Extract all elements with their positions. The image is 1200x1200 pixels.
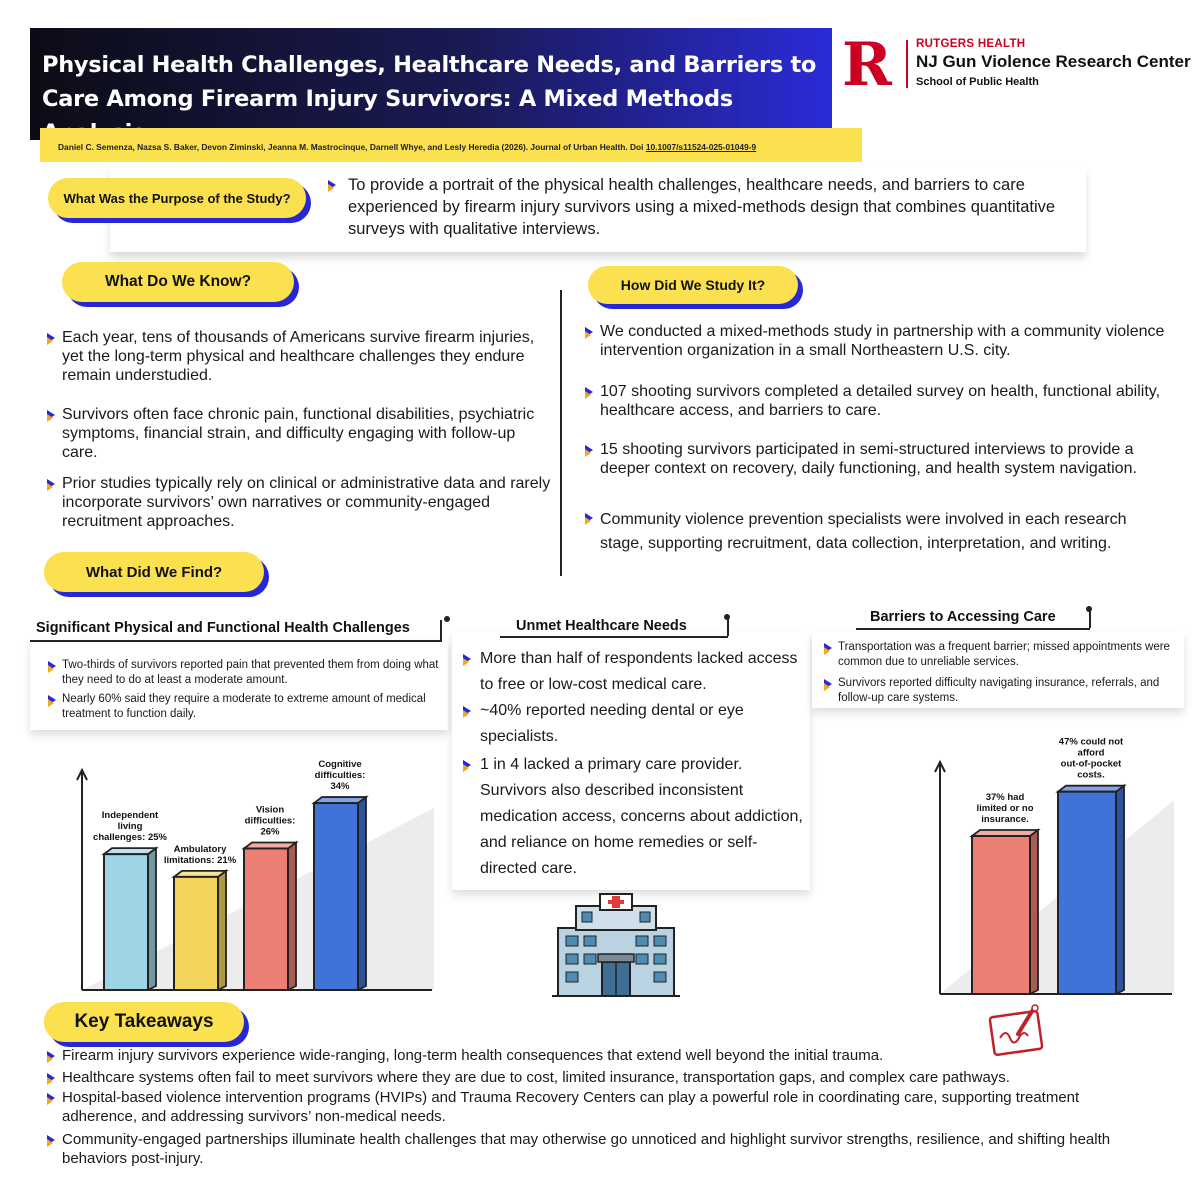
physical-bar-chart (60, 720, 440, 1000)
know-heading: What Do We Know? (62, 262, 294, 302)
bar-label-1: Ambulatory limitations: 21% (163, 843, 237, 866)
bar (314, 803, 358, 990)
barriers-bar-chart (930, 704, 1180, 1000)
bar-label-3: Cognitive difficulties: 34% (314, 759, 366, 793)
rutgers-logo (842, 30, 1191, 100)
hospital-building-icon (548, 892, 684, 1000)
bar-side (1116, 786, 1124, 994)
bullet-arrow-icon (463, 706, 471, 716)
citation-text: Daniel C. Semenza, Nazsa S. Baker, Devon Ziminski, Jeanna M. Mastrocinque, Darnell Whye, and Lesly Heredia (2026). Journal of Urban Health. Doi (58, 142, 646, 152)
purpose-arrow-icon (328, 180, 336, 190)
heading-underline (30, 640, 442, 642)
bar-group (93, 810, 167, 990)
needs-heading: Unmet Healthcare Needs (516, 618, 687, 634)
study-item: 107 shooting survivors completed a detailed survey on health, functional ability, healthcare access, and barriers to care. (600, 382, 1180, 420)
purpose-text (348, 174, 1078, 240)
section-divider (560, 290, 562, 576)
study-heading: How Did We Study It? (588, 266, 798, 304)
takeaways-heading: Key Takeaways (44, 1002, 244, 1042)
bullet-arrow-icon (47, 1135, 55, 1145)
know-item: Survivors often face chronic pain, functional disabilities, psychiatric symptoms, financial strain, and difficulty engaging with follow-up care. (62, 405, 542, 462)
bullet-arrow-icon (47, 333, 55, 343)
barriers-heading: Barriers to Accessing Care (870, 609, 1056, 625)
heading-connector (440, 620, 442, 640)
bullet-arrow-icon (47, 479, 55, 489)
bar-label-2: Vision difficulties: 26% (244, 804, 296, 838)
bullet-arrow-icon (48, 695, 56, 705)
bar (1058, 792, 1116, 994)
takeaway-item: Healthcare systems often fail to meet survivors where they are due to cost, limited insurance, transportation gaps, and complex care pathways. (62, 1068, 1152, 1087)
takeaway-item: Firearm injury survivors experience wide-ranging, long-term health consequences that extend well beyond the initial trauma. (62, 1046, 1152, 1065)
bar-label-1: 47% could not afford out-of-pocket costs. (1058, 736, 1124, 781)
needs-item: More than half of respondents lacked access to free or low-cost medical care. (480, 646, 806, 698)
study-item: 15 shooting survivors participated in semi-structured interviews to provide a deeper context on recovery, daily functioning, and health system navigation. (600, 440, 1180, 478)
study-item: Community violence prevention specialists were involved in each research stage, supporting recruitment, data collection, interpretation, and writing. (600, 508, 1160, 556)
bar-label-0: 37% had limited or no insurance. (976, 792, 1034, 826)
bar (104, 854, 148, 990)
bar-group (972, 792, 1038, 994)
bar-group (244, 804, 296, 990)
bar (972, 836, 1030, 994)
bullet-arrow-icon (585, 513, 593, 523)
heading-dot (444, 616, 450, 622)
bar-group (314, 759, 366, 990)
bar (244, 848, 288, 990)
page-title: Physical Health Challenges, Healthcare Needs, and Barriers to Care Among Firearm Injury Survivors: A Mixed Methods (42, 52, 817, 112)
bullet-arrow-icon (824, 679, 832, 689)
bullet-arrow-icon (585, 387, 593, 397)
bullet-arrow-icon (48, 661, 56, 671)
bar-group (164, 844, 237, 990)
barriers-item: Transportation was a frequent barrier; missed appointments were common due to unreliable services. (838, 640, 1178, 670)
find-heading: What Did We Find? (44, 552, 264, 592)
study-item: We conducted a mixed-methods study in partnership with a community violence intervention organization in a small Northeastern U.S. city. (600, 322, 1180, 360)
bullet-arrow-icon (47, 410, 55, 420)
bar-group (1058, 737, 1124, 994)
heading-underline (856, 628, 1090, 630)
purpose-heading: What Was the Purpose of the Study? (48, 178, 306, 218)
purpose-text-body: To provide a portrait of the physical health challenges, healthcare needs, and barriers to care experienced by firearm injury survivors using a mixed-methods design that combines quantitative surveys with qualitative interviews. (348, 176, 1056, 238)
heading-connector (1089, 610, 1091, 628)
bar-side (288, 842, 296, 990)
citation-bar (40, 128, 862, 162)
rutgers-r-mark: R (842, 30, 892, 100)
bar-side (1030, 830, 1038, 994)
bullet-arrow-icon (463, 760, 471, 770)
physical-item: Nearly 60% said they require a moderate to extreme amount of medical treatment to function daily. (62, 692, 442, 722)
know-item: Prior studies typically rely on clinical or administrative data and rarely incorporate survivors’ own narratives or community-engaged recruitment approaches. (62, 474, 552, 531)
physical-item: Two-thirds of survivors reported pain that prevented them from doing what they need to do at least a moderate amount. (62, 658, 442, 688)
bullet-arrow-icon (47, 1093, 55, 1103)
logo-line1: RUTGERS HEALTH (916, 38, 1026, 50)
needs-item: 1 in 4 lacked a primary care provider. Survivors also described inconsistent medication access, concerns about addiction, and reliance on home remedies or self-directed care. (480, 752, 810, 882)
bar (174, 877, 218, 990)
barriers-item: Survivors reported difficulty navigating insurance, referrals, and follow-up care systems. (838, 676, 1178, 706)
bullet-arrow-icon (47, 1073, 55, 1083)
bar-side (358, 797, 366, 990)
bullet-arrow-icon (463, 654, 471, 664)
bullet-arrow-icon (824, 643, 832, 653)
bar-side (148, 848, 156, 990)
title-banner (30, 28, 832, 140)
heading-underline (500, 636, 728, 638)
physical-heading: Significant Physical and Functional Health Challenges (36, 620, 410, 636)
doi-link[interactable]: 10.1007/s11524-025-01049-9 (645, 142, 757, 152)
bullet-arrow-icon (585, 327, 593, 337)
logo-line3: School of Public Health (916, 76, 1039, 88)
logo-line2: NJ Gun Violence Research Center (916, 52, 1191, 71)
heading-connector (727, 618, 729, 636)
takeaway-item: Community-engaged partnerships illuminate health challenges that may otherwise go unnoticed and highlight survivor strengths, resilience, and shifting health behaviors post-injury. (62, 1130, 1142, 1168)
logo-divider (906, 40, 908, 88)
takeaway-item: Hospital-based violence intervention programs (HVIPs) and Trauma Recovery Centers can play a powerful role in coordinating care, supporting treatment adherence, and addressing survivors’ non-medical needs. (62, 1088, 1142, 1126)
needs-item: ~40% reported needing dental or eye specialists. (480, 698, 806, 750)
bullet-arrow-icon (47, 1051, 55, 1061)
know-item: Each year, tens of thousands of Americans survive firearm injuries, yet the long-term physical and healthcare challenges they endure remain understudied. (62, 328, 542, 385)
bar-label-0: Independent living challenges: 25% (93, 810, 167, 844)
bar-side (218, 871, 226, 990)
bullet-arrow-icon (585, 445, 593, 455)
